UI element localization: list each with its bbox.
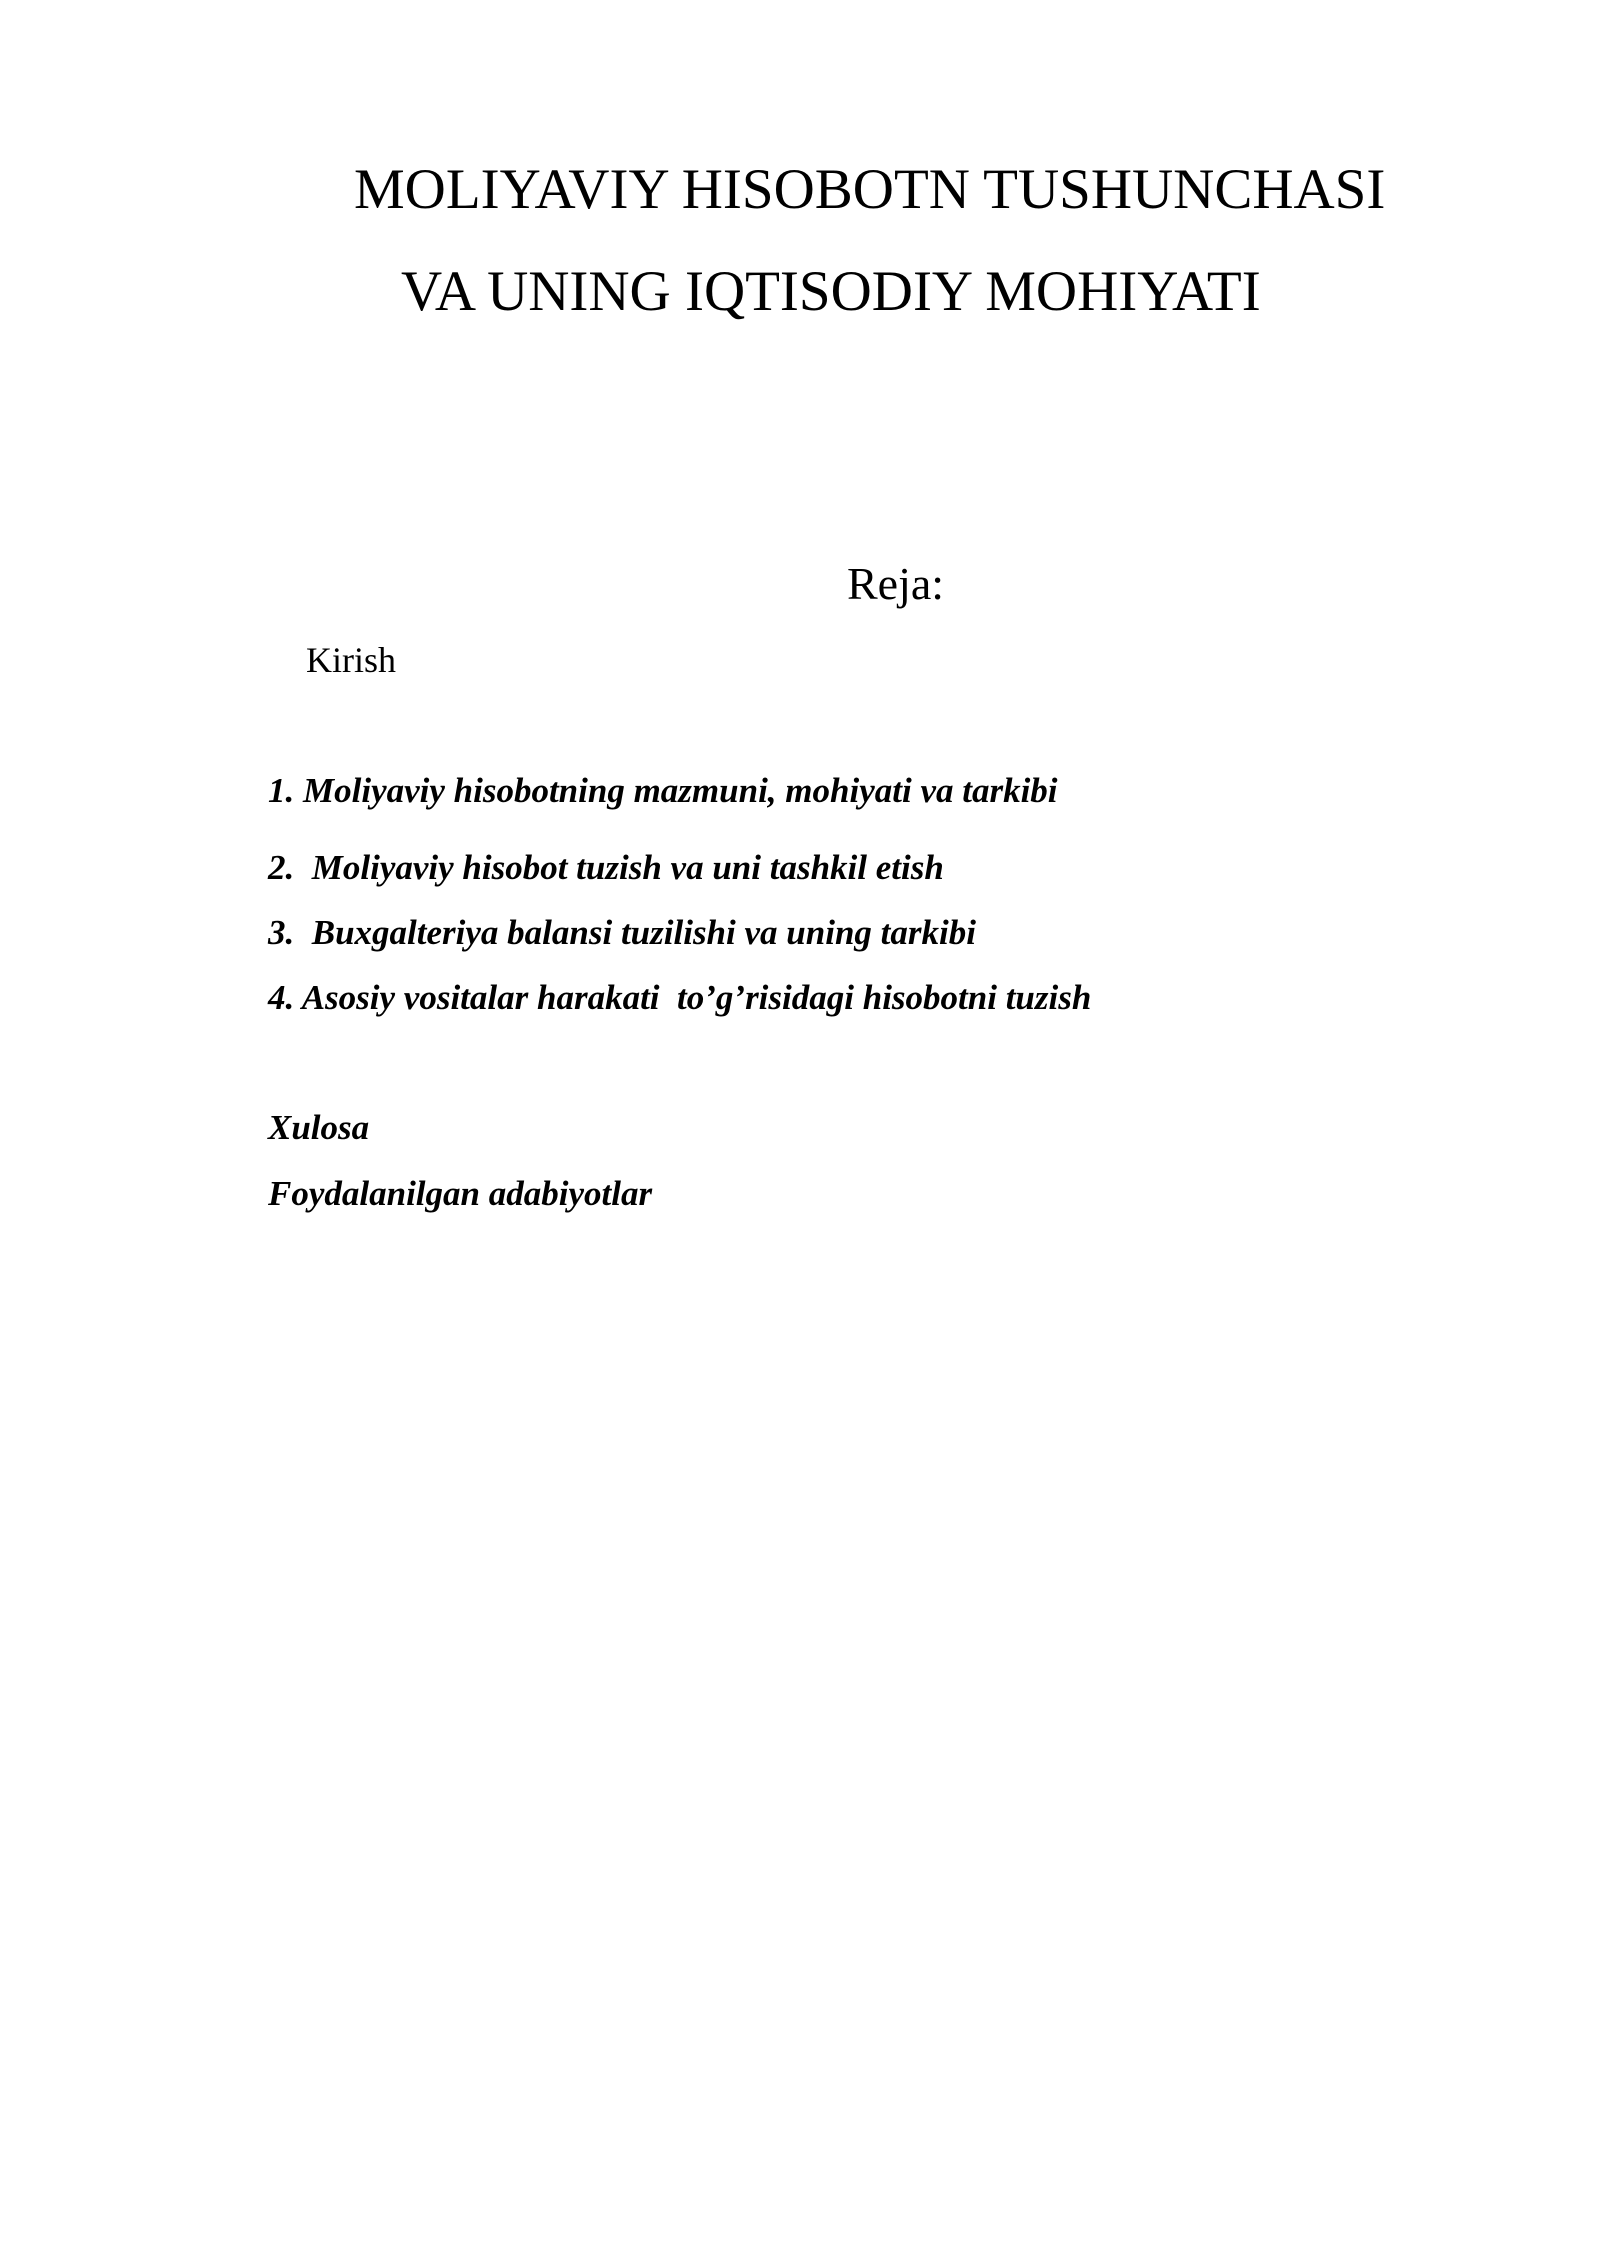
conclusion-item: Xulosa bbox=[268, 1108, 370, 1147]
title-line-1: MOLIYAVIY HISOBOTN TUSHUNCHASI bbox=[354, 158, 1386, 221]
plan-item-1: 1. Moliyaviy hisobotning mazmuni, mohiyati va tarkibi bbox=[268, 771, 1058, 810]
intro-item: Kirish bbox=[306, 640, 396, 680]
plan-item-4: 4. Asosiy vositalar harakati to’g’risidagi hisobotni tuzish bbox=[268, 978, 1092, 1017]
title-line-2: VA UNING IQTISODIY MOHIYATI bbox=[401, 260, 1261, 323]
plan-item-2: 2. Moliyaviy hisobot tuzish va uni tashkil etish bbox=[268, 848, 944, 887]
plan-heading: Reja: bbox=[847, 558, 945, 609]
references-item: Foydalanilgan adabiyotlar bbox=[268, 1174, 653, 1213]
plan-item-3: 3. Buxgalteriya balansi tuzilishi va uning tarkibi bbox=[268, 913, 976, 952]
